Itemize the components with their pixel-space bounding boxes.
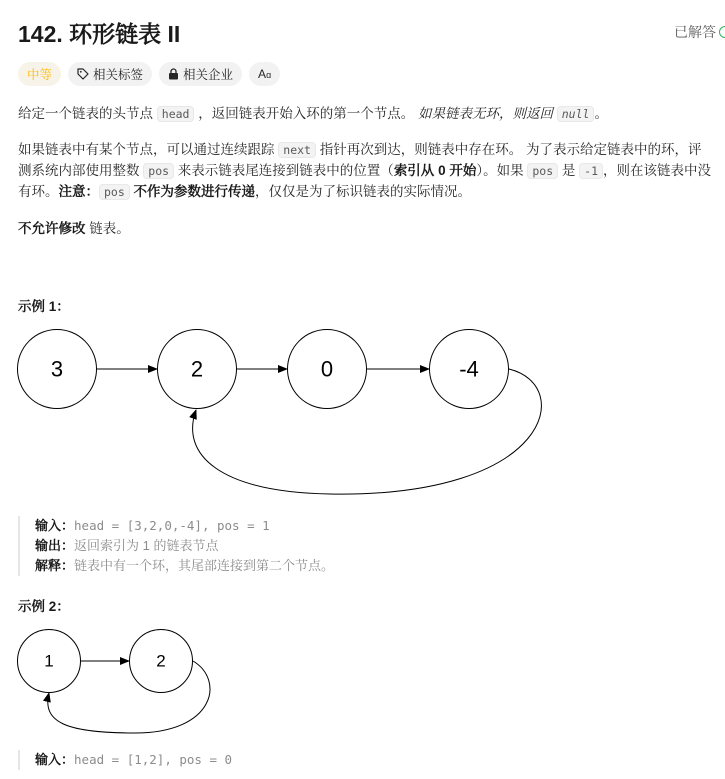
solved-label: 已解答 [674,24,716,40]
inline-code: null [557,106,595,122]
example-1-input [35,516,334,536]
input-label: 输入： [35,752,75,767]
input-value: head = [3,2,0,-4], pos = 1 [74,518,270,533]
desc-italic-text: 如果链表无环，则返回 [417,106,557,121]
example-2-title: 示例 2： [18,599,70,614]
linked-list-node [430,330,509,409]
desc-bold-text: 注意： [58,184,99,199]
desc-text: 给定一个链表的头节点 [18,106,157,121]
translate-icon: Aɑ [258,67,272,81]
desc-text: 是 [558,163,580,178]
desc-text: 。 [594,106,608,121]
output-label: 输出： [35,538,75,553]
input-label: 输入： [35,518,75,533]
companies-tag-label: 相关企业 [183,68,234,82]
desc-text: 指针再次到达，则链表中存在环。 为了表示给定链表中的环，评 [315,142,702,157]
desc-text: ，仅仅是为了标识链表的实际情况。 [255,184,472,199]
inline-code: next [278,142,316,158]
linked-list-node [18,630,81,693]
linked-list-node [288,330,367,409]
cycle-pointer-arrow [193,369,542,494]
node-value: -4 [459,356,479,382]
desc-text: ，则在该链表中没 [603,163,711,178]
linked-list-node [158,330,237,409]
desc-text: 有环。 [18,184,59,199]
node-value: 2 [156,651,166,671]
problem-title: 142. 环形链表 II [18,21,181,47]
node-value: 1 [44,651,54,671]
desc-bold-text: 不作为参数进行传递 [129,184,256,199]
desc-text: ，返回链表开始入环的第一个节点。 [194,106,418,121]
inline-code: pos [99,184,130,200]
example-2-input [35,750,232,770]
linked-list-node [130,630,193,693]
difficulty-badge[interactable]: 中等 [18,62,61,86]
desc-text: 如果链表中有某个节点，可以通过连续跟踪 [18,142,279,157]
cycle-pointer-arrow [48,661,210,733]
linked-list-node [18,330,97,409]
example-1-title: 示例 1： [18,299,70,314]
node-value: 3 [50,356,64,382]
input-value: head = [1,2], pos = 0 [74,752,233,767]
node-value: 0 [320,356,334,382]
inline-code: head [157,106,195,122]
inline-code: -1 [579,163,603,179]
desc-bold-text: 不允许修改 [18,221,86,236]
example-1-io [18,516,334,576]
explanation-label: 解释： [35,558,75,573]
desc-bold-text: 索引从 0 开始 [393,163,477,178]
desc-text: 链表。 [85,221,130,236]
desc-text: ）。如果 [476,163,528,178]
explanation-value: 链表中有一个环，其尾部连接到第二个节点。 [74,558,335,573]
output-value: 返回索引为 1 的链表节点 [74,538,219,553]
inline-code: pos [527,163,558,179]
desc-text: 测系统内部使用整数 [18,163,144,178]
topics-tag-label: 相关标签 [93,68,144,82]
node-value: 2 [190,356,204,382]
desc-text: 来表示链表尾连接到链表中的位置（ [174,163,394,178]
example-2-io [18,750,232,770]
example-1-explanation [35,556,334,576]
inline-code: pos [143,163,174,179]
example-1-output [35,536,334,556]
